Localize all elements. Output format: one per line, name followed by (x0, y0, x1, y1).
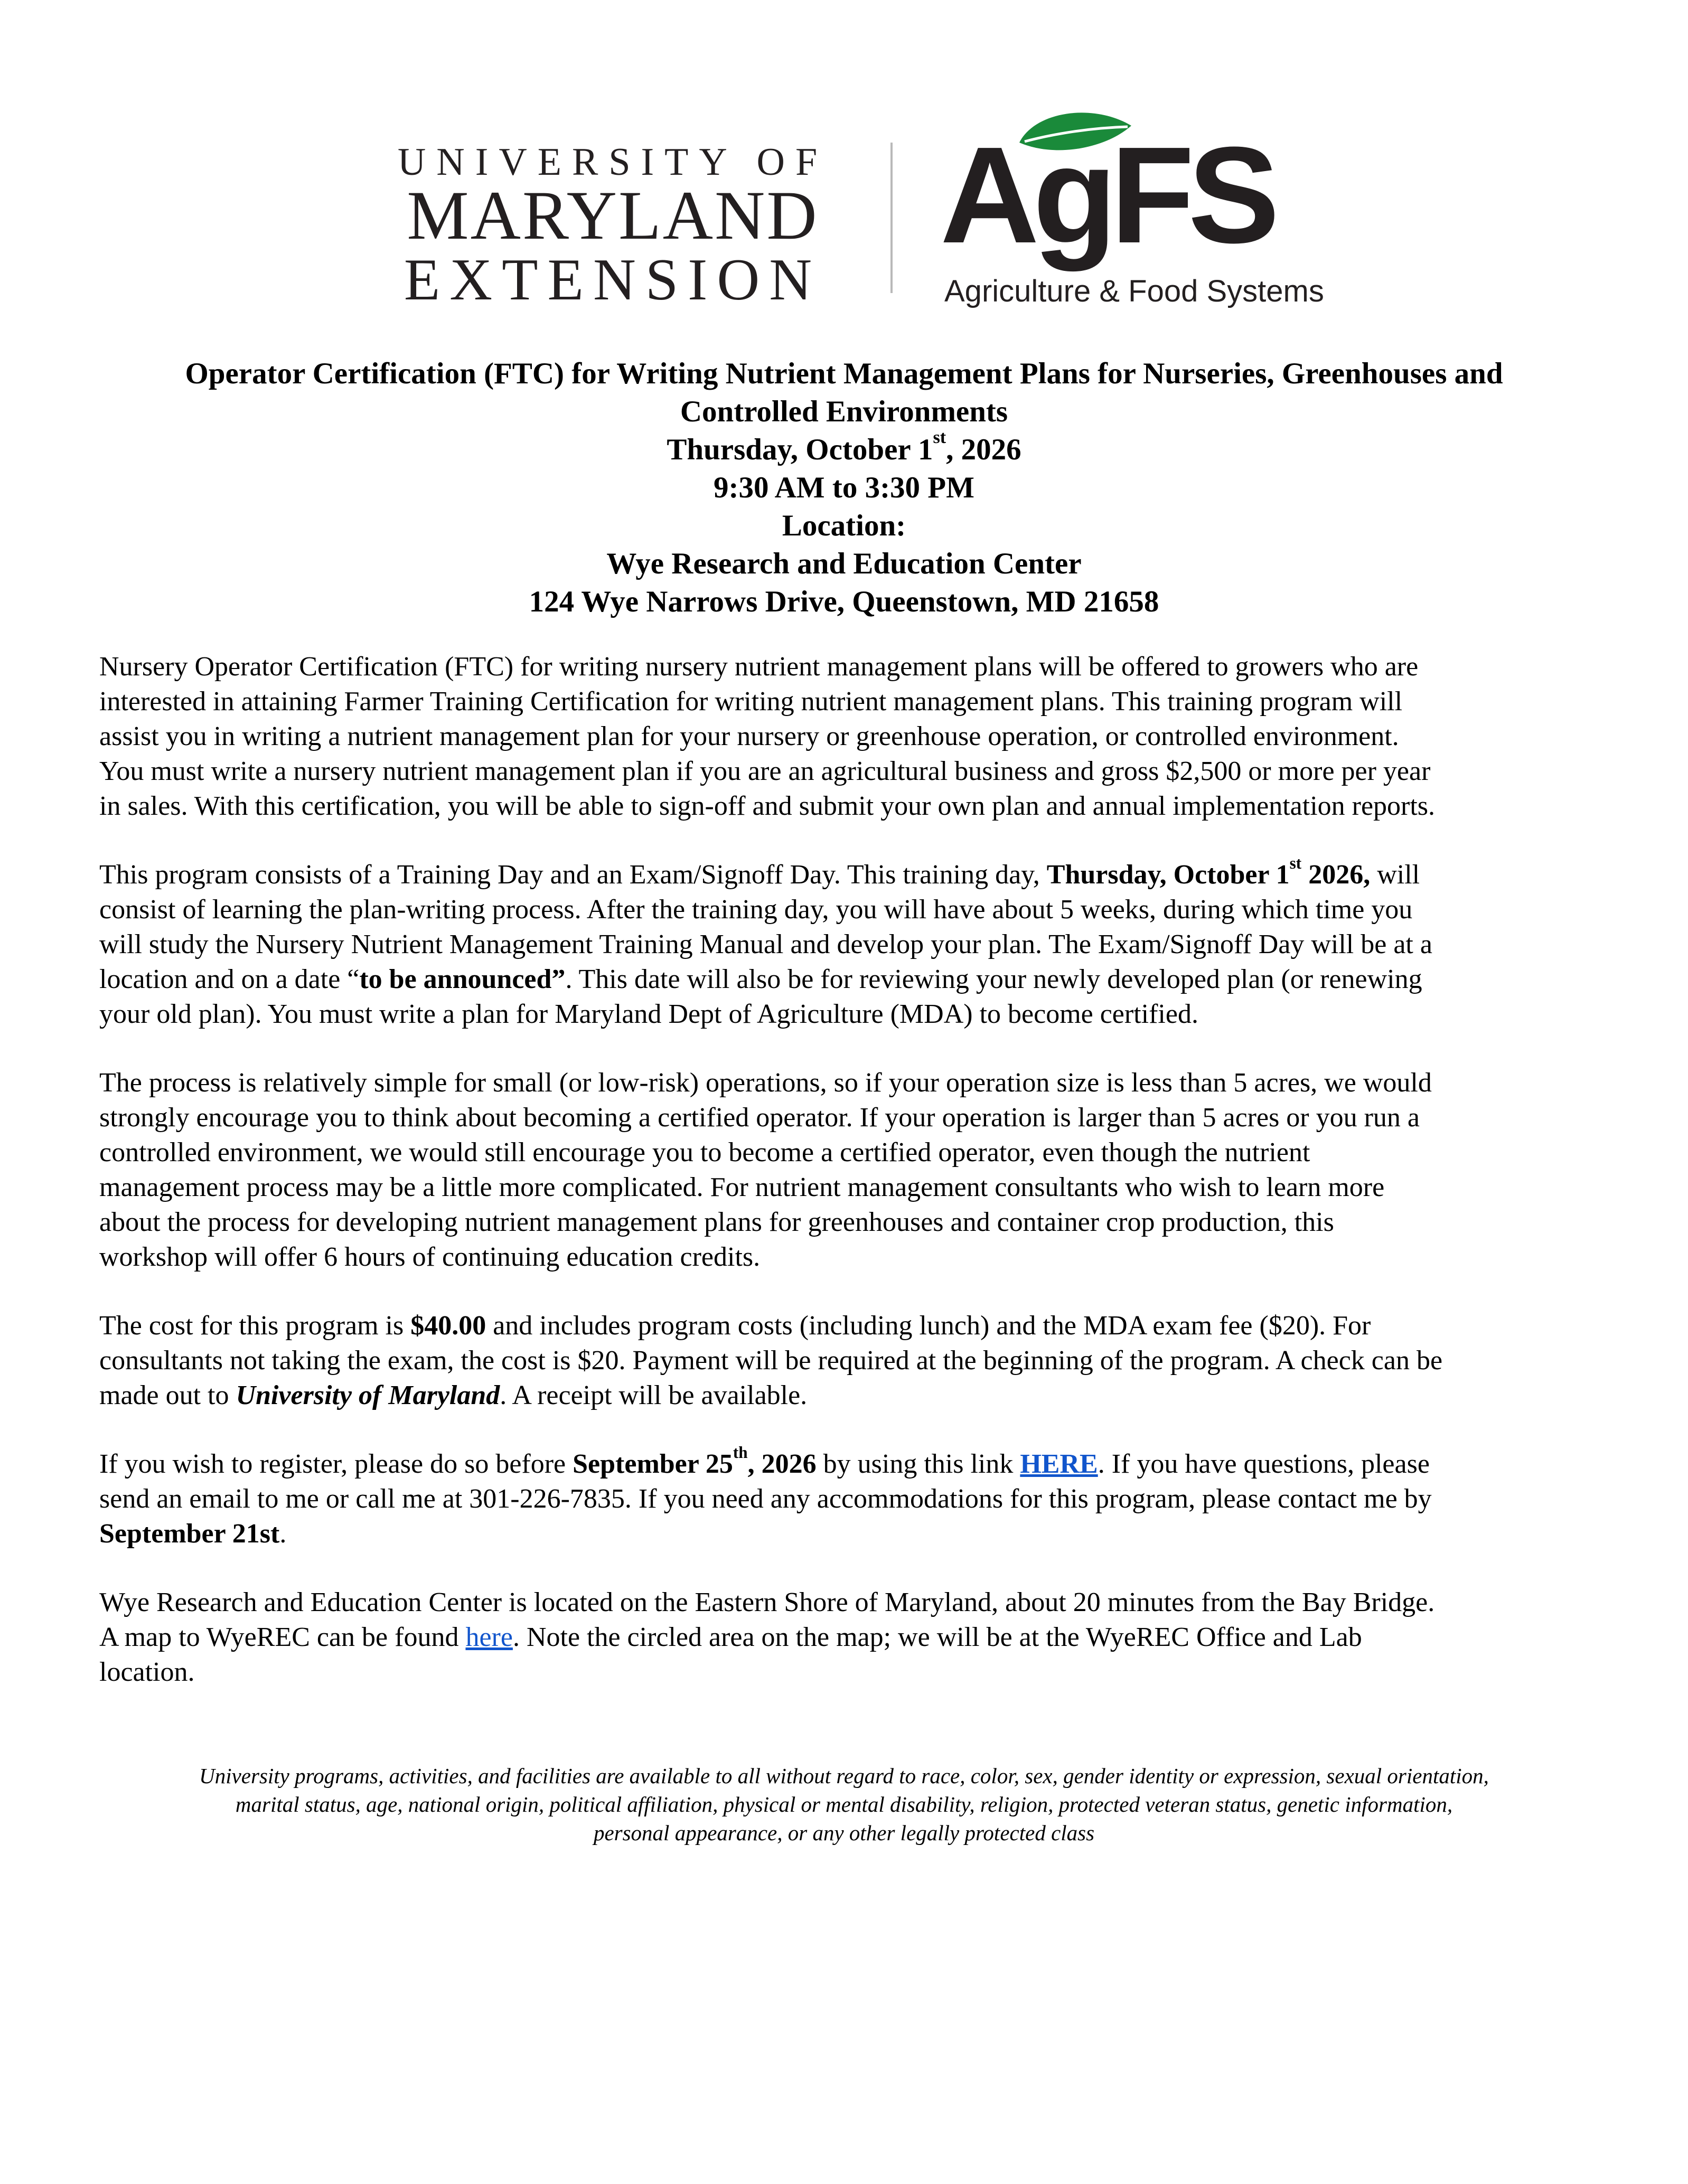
text-run: This program consists of a Training Day and an Exam/Signoff Day. This training day, (99, 860, 1047, 890)
payee-name: University of Maryland (236, 1380, 500, 1410)
paragraph-line: will study the Nursery Nutrient Management Training Manual and develop your plan. The Exam/Signoff Day will be at a (99, 929, 1432, 959)
umd-logo-line3: EXTENSION (404, 247, 822, 313)
umd-extension-logo (370, 140, 856, 313)
paragraph-line: You must write a nursery nutrient management plan if you are an agricultural business and gross $2,500 or more per year (99, 756, 1431, 786)
paragraph-line (99, 1443, 1594, 1482)
event-header (85, 355, 1603, 621)
event-title-line1: Operator Certification (FTC) for Writing Nutrient Management Plans for Nurseries, Greenhouses and (185, 357, 1503, 390)
text-run: . This date will also be for reviewing your newly developed plan (or renewing (565, 964, 1422, 994)
location-label: Location: (782, 509, 906, 542)
event-date (85, 428, 1603, 469)
text-run: . A receipt will be available. (500, 1380, 808, 1410)
location-address: 124 Wye Narrows Drive, Queenstown, MD 21658 (529, 585, 1159, 618)
registration-deadline-year: , 2026 (747, 1449, 817, 1479)
paragraph-cost (99, 1308, 1594, 1413)
event-date-main: Thursday, October 1 (667, 433, 933, 466)
text-run: . (279, 1519, 287, 1549)
text-run: The cost for this program is (99, 1311, 411, 1341)
paragraph-line (99, 1517, 1594, 1551)
text-run: If you wish to register, please do so before (99, 1449, 573, 1479)
paragraph-line (99, 853, 1594, 892)
footer-line: marital status, age, national origin, political affiliation, physical or mental disability, religion, protected veteran status, genetic information, (235, 1792, 1453, 1816)
umd-logo-line2: MARYLAND (407, 176, 819, 254)
paragraph-line (99, 962, 1594, 997)
text-run: made out to (99, 1380, 236, 1410)
text-run: A map to WyeREC can be found (99, 1622, 466, 1652)
text-run: . Note the circled area on the map; we will be at the WyeREC Office and Lab (512, 1622, 1362, 1652)
training-date-suffix: st (1289, 853, 1302, 872)
training-date-year: 2026, (1301, 860, 1371, 890)
registration-deadline-suffix: th (733, 1443, 748, 1462)
paragraph-register (99, 1443, 1594, 1551)
logo-divider (890, 143, 893, 293)
umd-logo-line1: UNIVERSITY OF (397, 140, 828, 184)
nondiscrimination-statement (85, 1762, 1603, 1847)
paragraph-line: in sales. With this certification, you will be able to sign-off and submit your own plan and annual implementation reports. (99, 791, 1436, 821)
paragraph-line: controlled environment, we would still encourage you to become a certified operator, even though the nutrient (99, 1137, 1310, 1168)
text-run: will (1370, 860, 1420, 890)
agfs-subtitle: Agriculture & Food Systems (944, 274, 1324, 308)
flyer-body (99, 649, 1594, 1724)
paragraph-line: Wye Research and Education Center is located on the Eastern Shore of Maryland, about 20 minutes from the Bay Bridge. (99, 1587, 1435, 1617)
paragraph-line (99, 1620, 1594, 1655)
program-cost: $40.00 (410, 1311, 486, 1341)
paragraph-line: location. (99, 1657, 195, 1687)
footer-line: personal appearance, or any other legally protected class (593, 1821, 1095, 1845)
paragraph-line: The process is relatively simple for small (or low-risk) operations, so if your operation size is less than 5 acres, we would (99, 1068, 1432, 1098)
accommodation-deadline: September 21st (99, 1519, 280, 1549)
paragraph-line: your old plan). You must write a plan for Maryland Dept of Agriculture (MDA) to become certified. (99, 999, 1198, 1029)
paragraph-line: workshop will offer 6 hours of continuing education credits. (99, 1242, 761, 1272)
paragraph-program (99, 853, 1594, 1032)
paragraph-line: strongly encourage you to think about becoming a certified operator. If your operation is larger than 5 acres or you run a (99, 1103, 1420, 1133)
text-run: . If you have questions, please (1098, 1449, 1430, 1479)
event-title-line2: Controlled Environments (680, 395, 1008, 428)
agfs-logo (940, 106, 1324, 317)
event-time: 9:30 AM to 3:30 PM (714, 471, 974, 504)
paragraph-line: consultants not taking the exam, the cost is $20. Payment will be required at the beginning of the program. A check can be (99, 1345, 1443, 1376)
footer-line: University programs, activities, and facilities are available to all without regard to race, color, sex, gender identity or expression, sexual orientation, (199, 1764, 1489, 1788)
text-run: by using this link (816, 1449, 1020, 1479)
map-link[interactable]: here (465, 1622, 513, 1652)
paragraph-line (99, 1378, 1594, 1413)
to-be-announced: to be announced” (359, 964, 566, 994)
training-date (1046, 853, 1371, 890)
paragraph-line (99, 1308, 1594, 1343)
text-run: location and on a date “ (99, 964, 360, 994)
paragraph-line: about the process for developing nutrient management plans for greenhouses and container crop production, this (99, 1207, 1334, 1237)
paragraph-location (99, 1585, 1594, 1690)
location-name: Wye Research and Education Center (606, 547, 1082, 580)
registration-deadline-main: September 25 (573, 1449, 733, 1479)
paragraph-line: send an email to me or call me at 301-226-7835. If you need any accommodations for this program, please contact me by (99, 1484, 1432, 1514)
paragraph-line: interested in attaining Farmer Training Certification for writing nutrient management plans. This training program will (99, 686, 1403, 717)
paragraph-line: consist of learning the plan-writing process. After the training day, you will have about 5 weeks, during which time you (99, 895, 1413, 925)
event-date-suffix: st (933, 428, 946, 448)
training-date-main: Thursday, October 1 (1046, 860, 1290, 890)
register-link-label: HERE (1020, 1449, 1098, 1479)
register-link[interactable] (1020, 1449, 1098, 1479)
agfs-wordmark: AgFS (940, 119, 1273, 272)
paragraph-process (99, 1066, 1594, 1275)
paragraph-line: Nursery Operator Certification (FTC) for writing nursery nutrient management plans will be offered to growers who are (99, 652, 1419, 682)
paragraph-line: assist you in writing a nutrient management plan for your nursery or greenhouse operation, or controlled environment. (99, 721, 1399, 751)
registration-deadline (573, 1443, 817, 1479)
paragraph-line: management process may be a little more complicated. For nutrient management consultants who wish to learn more (99, 1172, 1385, 1202)
event-date-year: , 2026 (946, 433, 1021, 466)
paragraph-intro (99, 649, 1594, 824)
text-run: and includes program costs (including lunch) and the MDA exam fee ($20). For (486, 1311, 1371, 1341)
